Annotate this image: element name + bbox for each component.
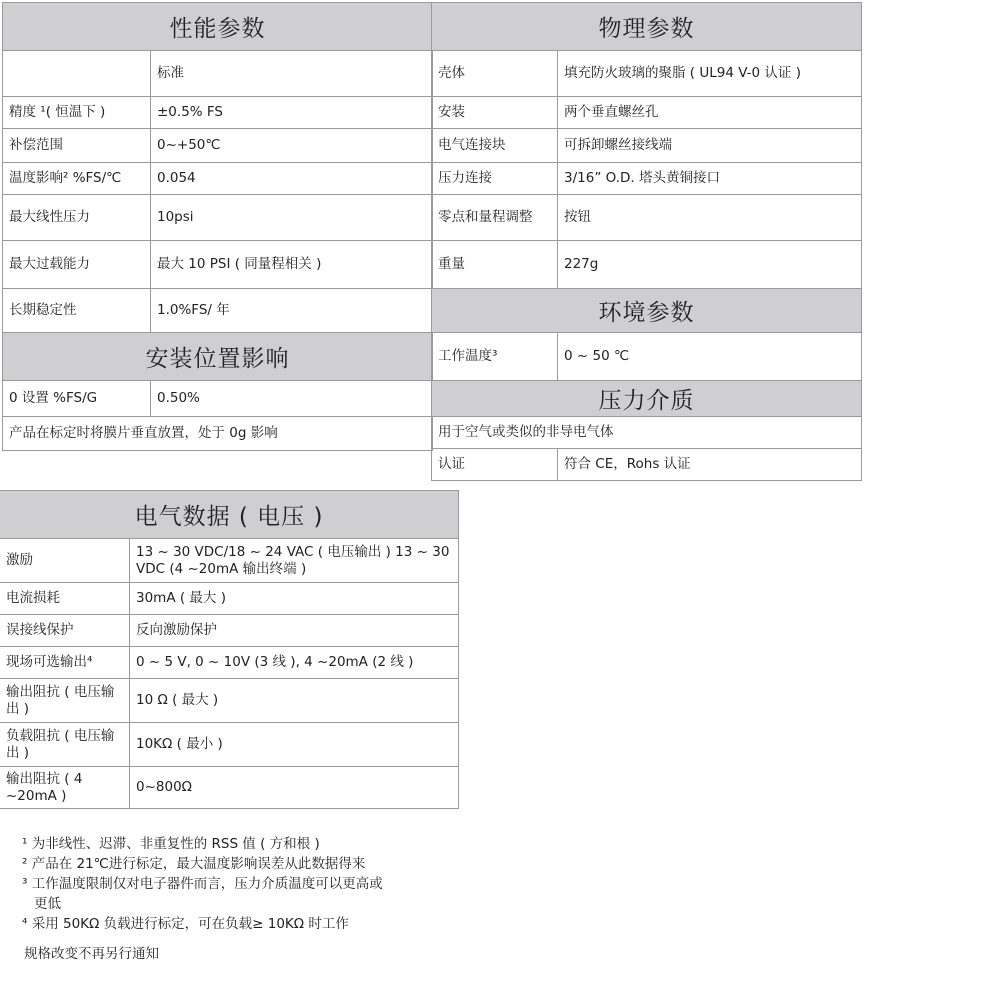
table-row: 长期稳定性 1.0%FS/ 年 [3,289,433,333]
table-row: 工作温度³ 0 ~ 50 ℃ [432,333,862,381]
table-row [432,417,862,449]
table-row: 电气连接块 可拆卸螺丝接线端 [432,129,862,163]
footnotes [22,834,582,934]
performance-table [2,2,433,451]
mounting-note: 产品在标定时将膜片垂直放置，处于 0g 影响 [3,417,433,451]
table-row: 精度 ¹( 恒温下 ) ±0.5% FS [3,97,433,129]
table-row: 负载阻抗 ( 电压输出 ) 10KΩ ( 最小 ) [0,723,459,767]
table-row: 温度影响² %FS/℃ 0.054 [3,163,433,195]
footnote-4: ⁴ 采用 50KΩ 负载进行标定，可在负载≥ 10KΩ 时工作 [22,916,349,932]
table-row: 误接线保护 反向激励保护 [0,615,459,647]
physical-title: 物理参数 [432,3,862,51]
performance-title: 性能参数 [3,3,433,51]
mounting-title: 安装位置影响 [3,333,433,381]
table-row: 输出阻抗 ( 4 ~20mA ) 0~800Ω [0,767,459,809]
table-row: 激励 13 ~ 30 VDC/18 ~ 24 VAC ( 电压输出 ) 13 ~ 30 VDC (4 ~20mA 输出终端 ) [0,539,459,583]
footnote-3: ³ 工作温度限制仅对电子器件而言，压力介质温度可以更高或 [22,876,383,892]
table-row: 补偿范围 0~+50℃ [3,129,433,163]
table-row: 最大过载能力 最大 10 PSI ( 同量程相关 ) [3,241,433,289]
table-row: 现场可选输出⁴ 0 ~ 5 V, 0 ~ 10V (3 线 ), 4 ~20mA (2 线 ) [0,647,459,679]
table-row: 认证 符合 CE，Rohs 认证 [432,449,862,481]
media-note: 用于空气或类似的非导电气体 [432,417,862,449]
electrical-table [0,490,459,809]
physical-table [431,2,862,481]
table-row: 电流损耗 30mA ( 最大 ) [0,583,459,615]
table-row: 重量 227g [432,241,862,289]
table-row: 壳体 填充防火玻璃的聚脂 ( UL94 V-0 认证 ) [432,51,862,97]
notice-text: 规格改变不再另行通知 [24,946,159,962]
footnote-2: ² 产品在 21℃进行标定，最大温度影响误差从此数据得来 [22,856,366,872]
table-row [3,417,433,451]
footnote-3-continued: 更低 [34,896,61,912]
footnote-1: ¹ 为非线性、迟滞、非重复性的 RSS 值 ( 方和根 ) [22,836,320,852]
environment-title: 环境参数 [432,289,862,333]
media-title: 压力介质 [432,381,862,417]
table-row: 输出阻抗 ( 电压输出 ) 10 Ω ( 最大 ) [0,679,459,723]
table-row: 标准 [3,51,433,97]
table-row: 零点和量程调整 按钮 [432,195,862,241]
table-row: 0 设置 %FS/G 0.50% [3,381,433,417]
electrical-title: 电气数据 ( 电压 ) [0,491,459,539]
table-row: 压力连接 3/16” O.D. 塔头黄铜接口 [432,163,862,195]
table-row: 安装 两个垂直螺丝孔 [432,97,862,129]
table-row: 最大线性压力 10psi [3,195,433,241]
